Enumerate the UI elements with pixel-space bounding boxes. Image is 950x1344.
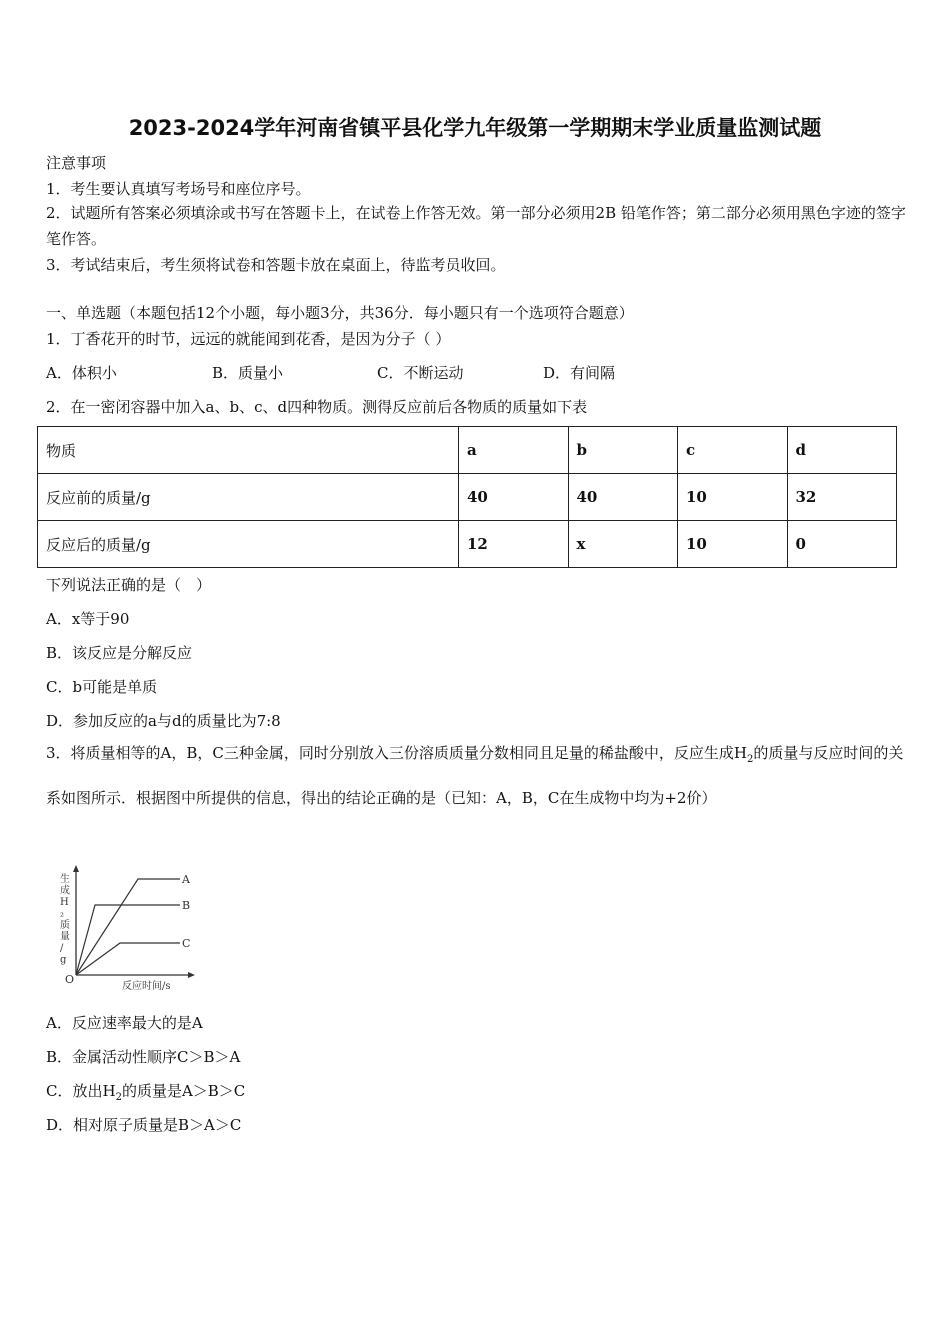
q3-stem-part2: 的质量与反应时间的关系如图所示．根据图中所提供的信息，得出的结论正确的是（已知：A，B，C在生成物中均为+2价）: [46, 744, 904, 807]
q3-stem: [46, 734, 911, 817]
table-cell: 反应前的质量/g: [38, 474, 459, 521]
table-header-cell: c: [678, 427, 788, 474]
table-cell: 反应后的质量/g: [38, 521, 459, 568]
series-line-a: [76, 879, 180, 975]
q3-option-d: [46, 1114, 241, 1135]
table-header-cell: b: [568, 427, 678, 474]
origin-label: O: [65, 973, 75, 986]
q3-option-c-text-end: 的质量是A＞B＞C: [121, 1082, 246, 1100]
table-cell: x: [568, 521, 678, 568]
q3-chart: [52, 862, 212, 997]
table-cell: 32: [787, 474, 897, 521]
series-label-c: C: [182, 937, 191, 950]
table-cell: 10: [678, 521, 788, 568]
table-header-cell: a: [459, 427, 569, 474]
table-row: [38, 474, 897, 521]
q1-option-d: D．有间隔: [543, 364, 616, 382]
table-row: [38, 521, 897, 568]
q3-option-b-text: B．金属活动性顺序C＞B＞A: [46, 1048, 241, 1066]
table-row: [38, 427, 897, 474]
q2-question: 下列说法正确的是（ ）: [46, 576, 212, 594]
q3-option-a-text: A．反应速率最大的是A: [46, 1014, 203, 1032]
q3-option-c-subscript: 2: [115, 1092, 122, 1103]
notice-item-1: 1．考生要认真填写考场号和座位序号。: [46, 180, 311, 198]
q3-option-b: [46, 1046, 240, 1067]
q1-stem: 1．丁香花开的时节，远远的就能闻到花香，是因为分子（ ）: [46, 330, 451, 348]
q3-option-c: [46, 1080, 245, 1103]
table-cell: 40: [568, 474, 678, 521]
notice-item-3: 3．考试结束后，考生须将试卷和答题卡放在桌面上，待监考员收回。: [46, 256, 506, 274]
q3-option-c-text: C．放出H: [46, 1082, 116, 1100]
q3-stem-subscript: 2: [746, 754, 754, 765]
q3-stem-part1: 3．将质量相等的A，B，C三种金属，同时分别放入三份溶质质量分数相同且足量的稀盐酸中，反应生成H: [46, 744, 747, 762]
table-cell: 10: [678, 474, 788, 521]
table-header-cell: d: [787, 427, 897, 474]
table-cell: 0: [787, 521, 897, 568]
section-heading: 一、单选题（本题包括12个小题，每小题3分，共36分．每小题只有一个选项符合题意）: [46, 304, 634, 322]
y-axis-arrow: [73, 865, 79, 872]
q2-option-d: D．参加反应的a与d的质量比为7:8: [46, 712, 281, 730]
q1-option-b: B．质量小: [212, 364, 284, 382]
notice-heading: 注意事项: [46, 154, 107, 172]
q2-option-a: A．x等于90: [46, 610, 130, 628]
q1-option-c: C．不断运动: [377, 364, 464, 382]
page-title: 2023-2024学年河南省镇平县化学九年级第一学期期末学业质量监测试题: [128, 116, 822, 140]
series-label-b: B: [182, 899, 191, 912]
q2-mass-table: [37, 426, 897, 568]
q3-option-d-text: D．相对原子质量是B＞A＞C: [46, 1116, 242, 1134]
series-label-a: A: [182, 873, 190, 886]
table-header-cell: 物质: [38, 427, 459, 474]
q2-option-c: C．b可能是单质: [46, 678, 158, 696]
q1-option-a: A．体积小: [46, 364, 117, 382]
x-axis-arrow: [188, 972, 195, 978]
q2-option-b: B．该反应是分解反应: [46, 644, 193, 662]
series-line-c: [76, 943, 180, 975]
table-cell: 12: [459, 521, 569, 568]
q2-stem: 2．在一密闭容器中加入a、b、c、d四种物质。测得反应前后各物质的质量如下表: [46, 398, 588, 416]
table-cell: 40: [459, 474, 569, 521]
series-line-b: [76, 905, 180, 975]
y-axis-label: 生成 H ₂ 质量/ g: [60, 874, 70, 966]
notice-item-2: 2．试题所有答案必须填涂或书写在答题卡上，在试卷上作答无效。第一部分必须用2B 铅笔作答；第二部分必须用黑色字迹的签字笔作答。: [46, 204, 906, 248]
q3-option-a: [46, 1012, 203, 1033]
x-axis-label: 反应时间/s: [122, 981, 171, 992]
